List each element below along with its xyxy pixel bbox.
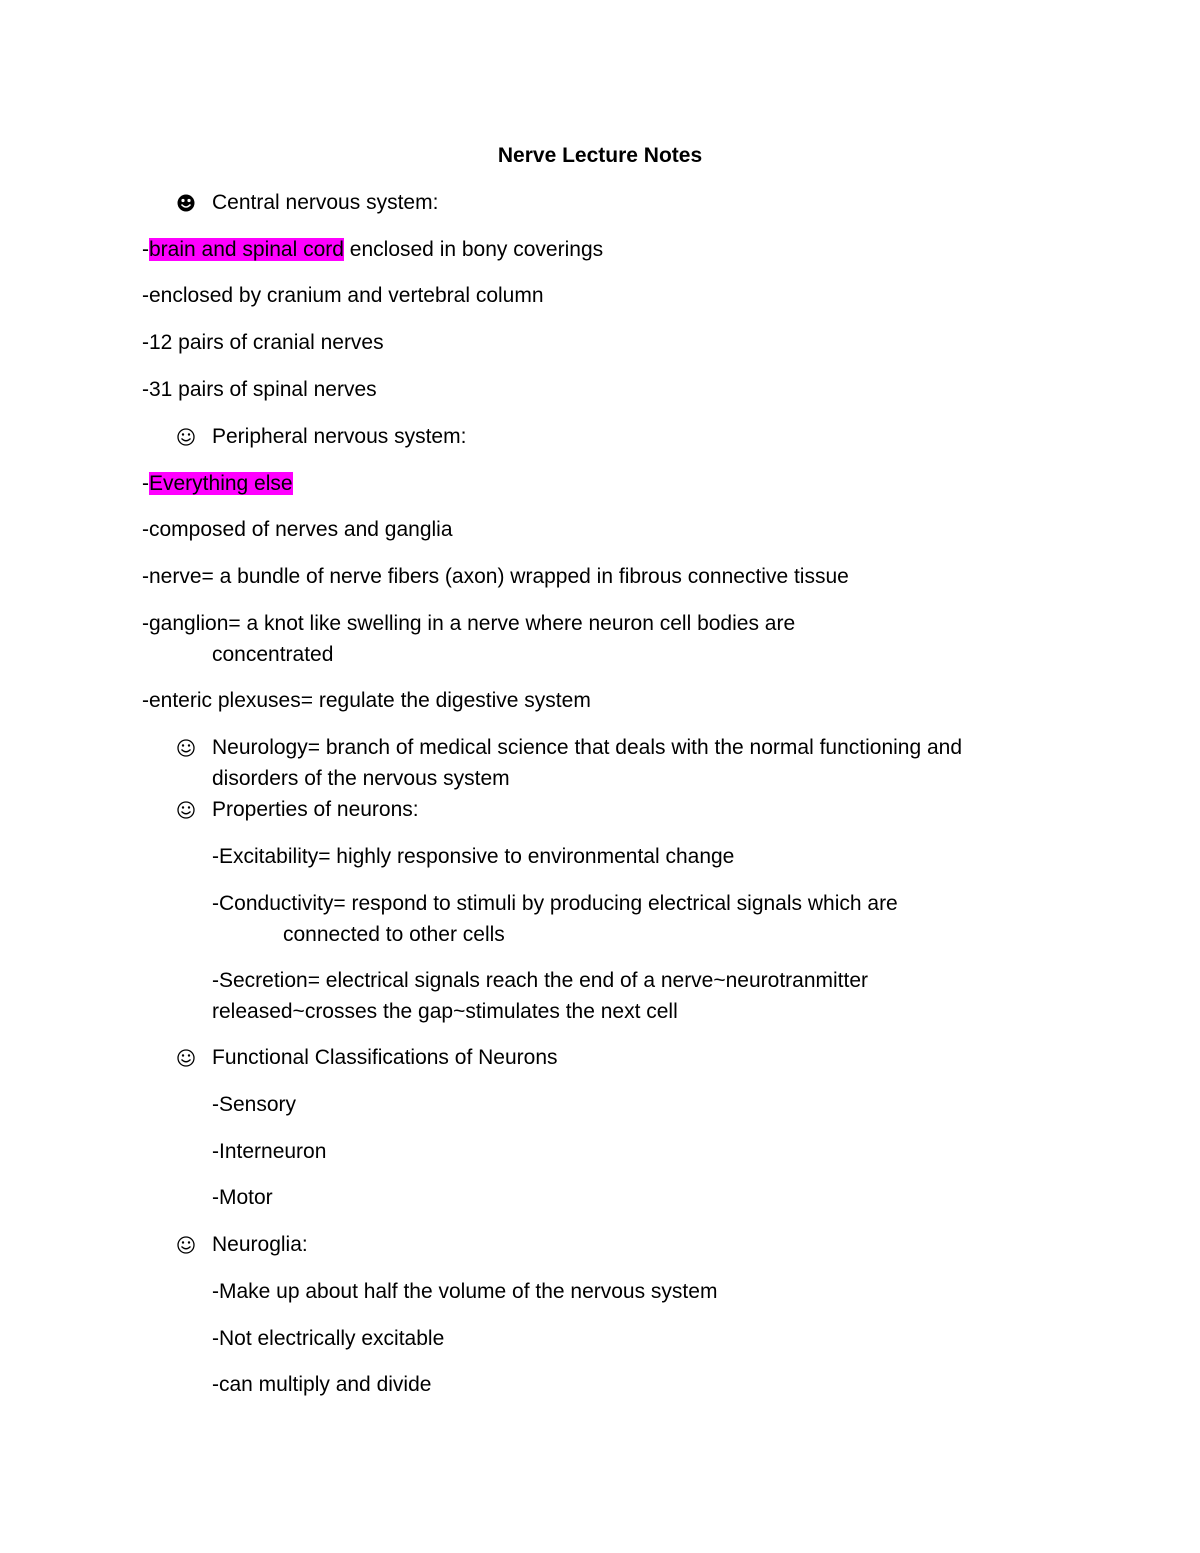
document-title: Nerve Lecture Notes — [497, 144, 703, 167]
smiley-face-icon — [176, 193, 196, 213]
highlight-everything-else: Everything else — [149, 472, 293, 495]
properties-conductivity-cont: connected to other cells — [283, 923, 505, 946]
pns-heading: Peripheral nervous system: — [212, 425, 467, 448]
neurology-line-1: Neurology= branch of medical science that deals with the normal functioning and — [212, 736, 963, 759]
pns-line-composed: -composed of nerves and ganglia — [142, 518, 453, 541]
smiley-face-icon — [176, 800, 196, 820]
properties-secretion: -Secretion= electrical signals reach the end of a nerve~neurotranmitter — [212, 969, 869, 992]
properties-excitability: -Excitability= highly responsive to environmental change — [212, 845, 735, 868]
smiley-face-icon — [176, 738, 196, 758]
neuroglia-item: -Make up about half the volume of the nervous system — [212, 1280, 718, 1303]
properties-heading: Properties of neurons: — [212, 798, 419, 821]
smiley-face-icon — [176, 1048, 196, 1068]
dash: - — [142, 472, 149, 495]
properties-conductivity: -Conductivity= respond to stimuli by producing electrical signals which are — [212, 892, 898, 915]
pns-line-nerve: -nerve= a bundle of nerve fibers (axon) wrapped in fibrous connective tissue — [142, 565, 849, 588]
neuroglia-heading: Neuroglia: — [212, 1233, 308, 1256]
smiley-face-icon — [176, 427, 196, 447]
smiley-face-icon — [176, 1235, 196, 1255]
pns-line-ganglion: -ganglion= a knot like swelling in a nerve where neuron cell bodies are — [142, 612, 796, 635]
cns-heading: Central nervous system: — [212, 191, 439, 214]
cns-line-brain — [142, 237, 603, 263]
cns-line-cranium: -enclosed by cranium and vertebral column — [142, 284, 544, 307]
neuroglia-item: -Not electrically excitable — [212, 1327, 445, 1350]
neuroglia-item: -can multiply and divide — [212, 1373, 432, 1396]
pns-line-everything — [142, 471, 293, 497]
pns-line-ganglion-cont: concentrated — [212, 643, 334, 666]
pns-line-enteric: -enteric plexuses= regulate the digestive system — [142, 689, 591, 712]
properties-secretion-cont: released~crosses the gap~stimulates the next cell — [212, 1000, 678, 1023]
functional-heading: Functional Classifications of Neurons — [212, 1046, 558, 1069]
functional-item: -Motor — [212, 1186, 273, 1209]
cns-line-cranial-nerves: -12 pairs of cranial nerves — [142, 331, 384, 354]
functional-item: -Sensory — [212, 1093, 297, 1116]
dash: - — [142, 238, 149, 261]
cns-line-rest: enclosed in bony coverings — [343, 238, 604, 261]
cns-line-spinal-nerves: -31 pairs of spinal nerves — [142, 378, 377, 401]
neurology-line-2: disorders of the nervous system — [212, 767, 510, 790]
functional-item: -Interneuron — [212, 1140, 327, 1163]
highlight-brain-spinal-cord: brain and spinal cord — [149, 238, 344, 261]
